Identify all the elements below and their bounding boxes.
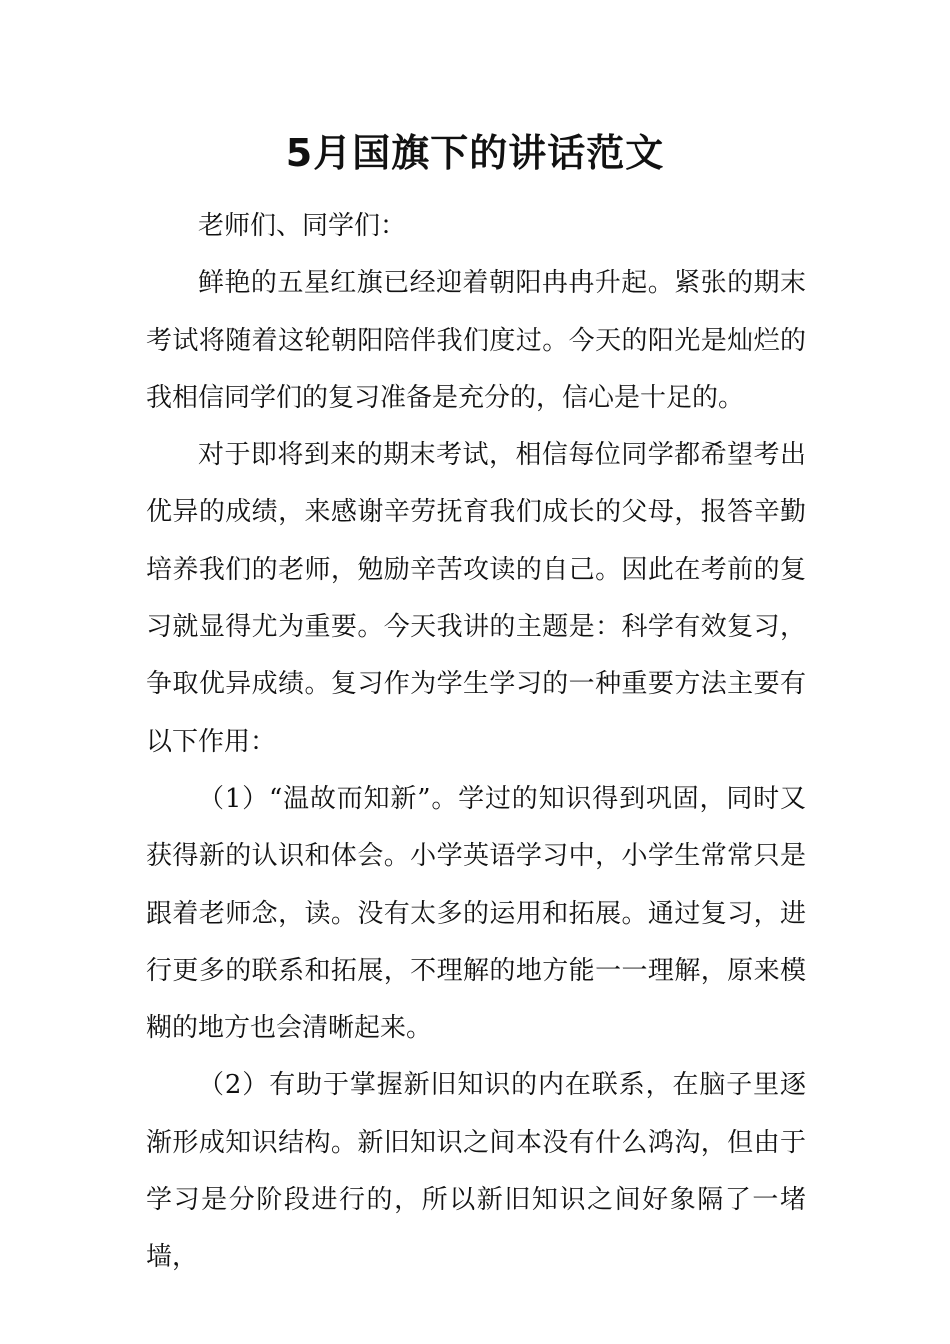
paragraph-flag-raising: 鲜艳的五星红旗已经迎着朝阳冉冉升起。紧张的期末考试将随着这轮朝阳陪伴我们度过。今天的阳光是灿烂的我相信同学们的复习准备是充分的，信心是十足的。 [146, 268, 806, 413]
paragraph-point-1: （1）“温故而知新”。学过的知识得到巩固，同时又获得新的认识和体会。小学英语学习中，小学生常常只是跟着老师念，读。没有太多的运用和拓展。通过复习，进行更多的联系和拓展，不理解的地方能一一理解，原来模糊的地方也会清晰起来。 [146, 783, 806, 1044]
document-body [146, 198, 806, 1287]
document-title: 5月国旗下的讲话范文 [285, 131, 665, 175]
paragraph-greeting: 老师们、同学们： [198, 211, 407, 241]
paragraph-exam-intro: 对于即将到来的期末考试，相信每位同学都希望考出优异的成绩，来感谢辛劳抚育我们成长的父母，报答辛勤培养我们的老师，勉励辛苦攻读的自己。因此在考前的复习就显得尤为重要。今天我讲的主题是：科学有效复习，争取优异成绩。复习作为学生学习的一种重要方法主要有以下作用： [146, 440, 806, 757]
paragraph-point-2: （2）有助于掌握新旧知识的内在联系，在脑子里逐渐形成知识结构。新旧知识之间本没有什么鸿沟，但由于学习是分阶段进行的，所以新旧知识之间好象隔了一堵墙， [146, 1070, 806, 1273]
